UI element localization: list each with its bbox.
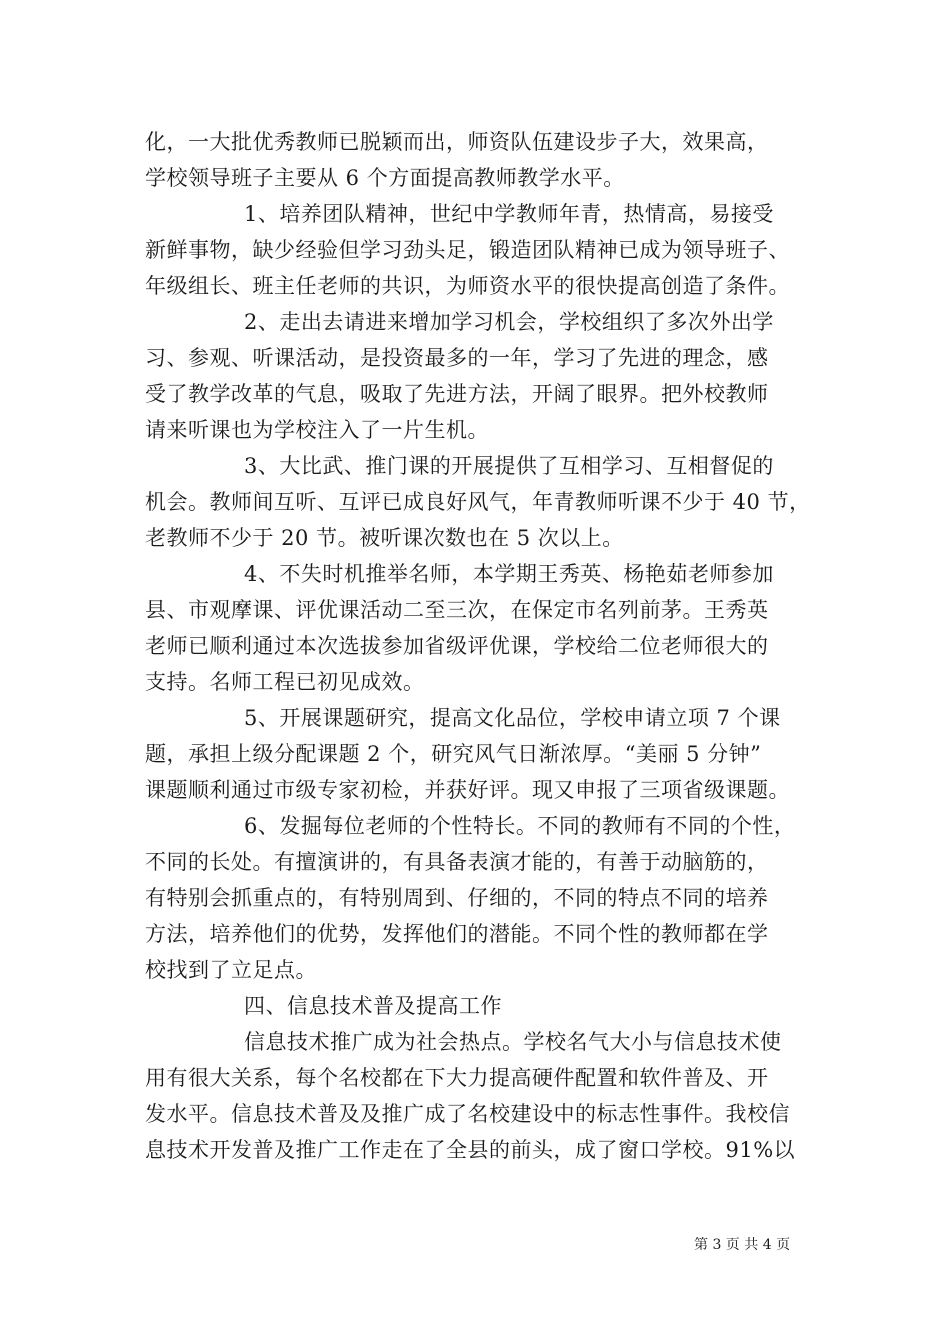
body-text-line: 3、大比武、推门课的开展提供了互相学习、互相督促的 xyxy=(244,454,774,478)
body-text-line: 6、发掘每位老师的个性特长。不同的教师有不同的个性， xyxy=(244,814,796,838)
page-number-footer: 第 3 页 共 4 页 xyxy=(694,1237,791,1253)
body-text-line: 化，一大批优秀教师已脱颖而出，师资队伍建设步子大，效果高， xyxy=(145,130,769,154)
body-text-line: 课题顺利通过市级专家初检，并获好评。现又申报了三项省级课题。 xyxy=(145,778,790,802)
body-text-line: 学校领导班子主要从 6 个方面提高教师教学水平。 xyxy=(145,166,625,190)
body-text-line: 习、参观、听课活动，是投资最多的一年，学习了先进的理念，感 xyxy=(145,346,769,370)
body-text-line: 题，承担上级分配课题 2 个，研究风气日渐浓厚。“美丽 5 分钟” xyxy=(145,742,762,766)
body-text-line: 信息技术推广成为社会热点。学校名气大小与信息技术使 xyxy=(244,1030,782,1054)
body-text-line: 校找到了立足点。 xyxy=(145,958,317,982)
body-text-line: 老教师不少于 20 节。被听课次数也在 5 次以上。 xyxy=(145,526,624,550)
body-text-line: 受了教学改革的气息，吸取了先进方法，开阔了眼界。把外校教师 xyxy=(145,382,769,406)
body-text-line: 1、培养团队精神，世纪中学教师年青，热情高，易接受 xyxy=(244,202,774,226)
body-text-line: 5、开展课题研究，提高文化品位，学校申请立项 7 个课 xyxy=(244,706,781,730)
body-text-line: 有特别会抓重点的，有特别周到、仔细的，不同的特点不同的培养 xyxy=(145,886,769,910)
body-text-line: 息技术开发普及推广工作走在了全县的前头，成了窗口学校。91%以 xyxy=(145,1138,796,1162)
body-text-line: 2、走出去请进来增加学习机会，学校组织了多次外出学 xyxy=(244,310,774,334)
body-text-line: 发水平。信息技术普及及推广成了名校建设中的标志性事件。我校信 xyxy=(145,1102,790,1126)
body-text-line: 支持。名师工程已初见成效。 xyxy=(145,670,425,694)
body-text-line: 用有很大关系，每个名校都在下大力提高硬件配置和软件普及、开 xyxy=(145,1066,769,1090)
body-text-line: 新鲜事物，缺少经验但学习劲头足，锻造团队精神已成为领导班子、 xyxy=(145,238,790,262)
body-text-line: 请来听课也为学校注入了一片生机。 xyxy=(145,418,489,442)
body-text-line: 机会。教师间互听、互评已成良好风气，年青教师听课不少于 40 节， xyxy=(145,490,811,514)
body-text-line: 不同的长处。有擅演讲的，有具备表演才能的，有善于动脑筋的， xyxy=(145,850,769,874)
body-text-line: 老师已顺利通过本次选拔参加省级评优课，学校给二位老师很大的 xyxy=(145,634,769,658)
body-text-line: 年级组长、班主任老师的共识，为师资水平的很快提高创造了条件。 xyxy=(145,274,790,298)
body-text-line: 方法，培养他们的优势，发挥他们的潜能。不同个性的教师都在学 xyxy=(145,922,769,946)
body-text-line: 县、市观摩课、评优课活动二至三次，在保定市名列前茅。王秀英 xyxy=(145,598,769,622)
section-heading: 四、信息技术普及提高工作 xyxy=(244,994,502,1018)
body-text-line: 4、不失时机推举名师，本学期王秀英、杨艳茹老师参加 xyxy=(244,562,774,586)
